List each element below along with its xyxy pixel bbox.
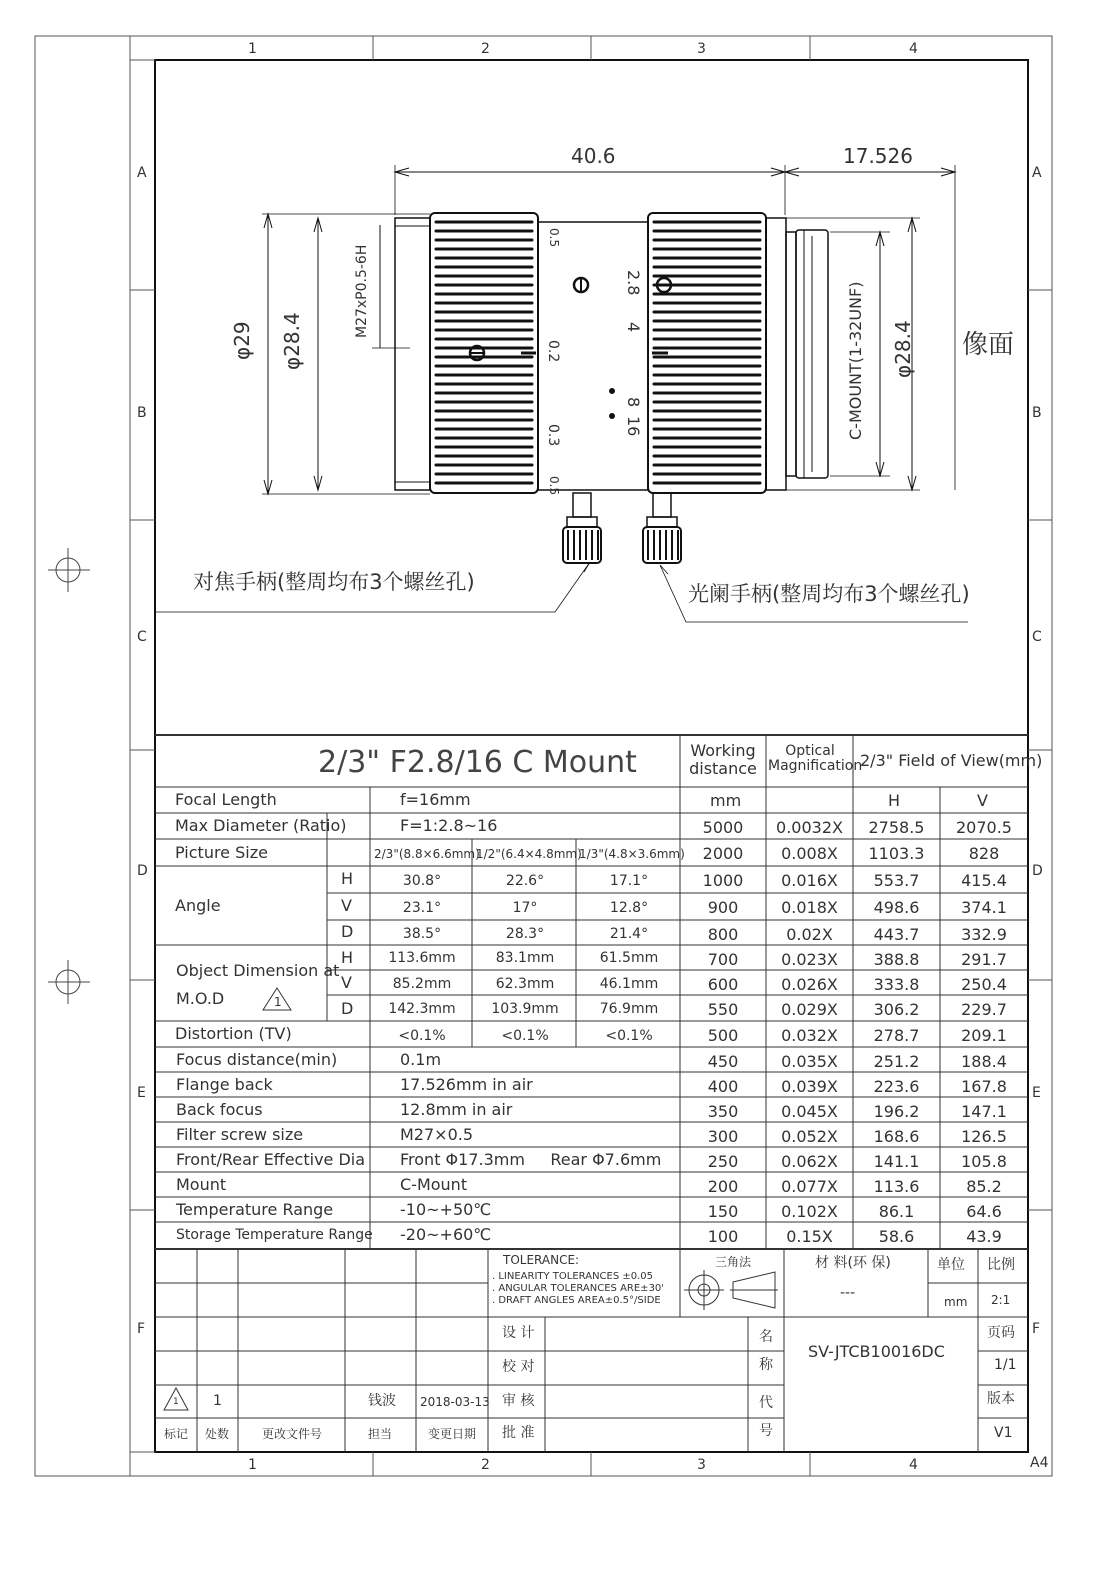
fov-v-value: 85.2 [966,1177,1002,1196]
fov-h-value: 196.2 [873,1102,920,1121]
fov-magnification: 0.15X [786,1227,833,1246]
tolerance-line: . DRAFT ANGLES AREA±0.5°/SIDE [492,1295,661,1306]
row-label: E [1032,1085,1041,1101]
objdim-value: 46.1mm [599,976,659,992]
dim-flange: 17.526 [843,144,913,168]
fov-v-value: 828 [968,844,1000,863]
material-label: 材 料(环 保) [815,1255,891,1271]
aperture-tick: 4 [624,322,643,333]
fov-h-value: 333.8 [873,975,920,994]
objdim-value: 62.3mm [495,976,555,992]
version-value: V1 [994,1425,1013,1441]
fov-distance: 300 [707,1127,739,1146]
scale-value: 2:1 [991,1293,1011,1307]
rev-count: 1 [213,1393,222,1409]
fov-h-header: H [888,791,901,810]
dim-d284-left: φ28.4 [280,312,304,370]
fov-h-value: 113.6 [873,1177,920,1196]
fov-distance: 250 [707,1152,739,1171]
spec-value: -20~+60℃ [400,1225,492,1244]
row-label: F [137,1321,146,1337]
fov-magnification: 0.016X [781,871,838,890]
fov-distance: 800 [707,925,739,944]
focus-tick: 0.5 [547,476,561,496]
fov-magnification: 0.035X [781,1052,838,1071]
image-plane-label: 像面 [962,330,1015,360]
fov-v-value: 250.4 [961,975,1007,994]
zone-label: 4 [909,1457,918,1473]
axis-label: H [341,948,354,967]
zone-label: 2 [481,1457,490,1473]
dim-length: 40.6 [571,144,616,168]
warning-number: 1 [274,995,282,1009]
name-label: 称 [759,1357,773,1373]
fov-distance: 450 [707,1052,739,1071]
spec-label: M.O.D [176,989,225,1008]
row-label: E [137,1085,146,1101]
row-label: D [137,863,148,879]
iris-handle-note: 光阑手柄(整周均布3个螺丝孔) [688,582,970,606]
spec-value: C-Mount [400,1175,468,1194]
fov-h-value: 306.2 [873,1000,920,1019]
fov-magnification: 0.026X [781,975,838,994]
focus-handle-note: 对焦手柄(整周均布3个螺丝孔) [193,570,475,594]
angle-value: 30.8° [402,873,442,889]
spec-label: Angle [175,896,221,915]
focus-tick: 0.2 [545,340,561,363]
spec-label: Distortion (TV) [175,1024,292,1043]
approve-label: 批 准 [502,1425,535,1441]
row-label: A [137,165,147,181]
fov-distance: 700 [707,950,739,969]
fov-working-header: Working distance [689,741,757,778]
spec-value: 0.1m [400,1050,442,1069]
fov-magnification: 0.045X [781,1102,838,1121]
fov-magnification: 0.062X [781,1152,838,1171]
fov-magnification: 0.052X [781,1127,838,1146]
angle-value: 28.3° [505,926,545,942]
fov-distance: 200 [707,1177,739,1196]
fov-magnification: 0.02X [786,925,833,944]
fov-v-value: 2070.5 [956,818,1012,837]
check-label: 校 对 [502,1359,535,1375]
spec-label: Picture Size [175,843,268,862]
page-value: 1/1 [994,1357,1017,1373]
dim-d284-right: φ28.4 [891,320,915,378]
part-number: SV-JTCB10016DC [808,1342,945,1361]
fov-h-value: 251.2 [873,1052,920,1071]
rev-person: 钱波 [368,1393,396,1409]
spec-label: Back focus [176,1100,263,1119]
col-date-label: 变更日期 [428,1427,477,1441]
fov-unit: mm [710,791,742,810]
fov-v-value: 147.1 [961,1102,1007,1121]
code-label: 号 [759,1423,773,1439]
fov-distance: 500 [707,1026,739,1045]
fov-v-value: 374.1 [961,898,1007,917]
page-label: 页码 [987,1325,1015,1341]
fov-magnification: 0.008X [781,844,838,863]
distortion-value: <0.1% [501,1028,549,1044]
spec-value: F=1:2.8~16 [400,816,498,835]
fov-magnification: 0.029X [781,1000,838,1019]
mount-callout: C-MOUNT(1-32UNF) [846,281,865,440]
fov-distance: 150 [707,1202,739,1221]
picture-size: 2/3"(8.8×6.6mm) [374,847,480,861]
fov-v-value: 105.8 [961,1152,1007,1171]
objdim-value: 113.6mm [388,950,456,966]
spec-value: Front Φ17.3mm Rear Φ7.6mm [400,1150,662,1169]
name-label: 名 [759,1329,773,1345]
fov-h-value: 278.7 [873,1026,920,1045]
fov-v-value: 332.9 [961,925,1007,944]
aperture-tick: 2.8 [624,270,643,296]
angle-value: 23.1° [402,900,442,916]
angle-value: 12.8° [609,900,649,916]
angle-value: 17° [512,900,538,916]
rev-date: 2018-03-13 [420,1395,490,1409]
fov-distance: 900 [707,898,739,917]
objdim-value: 76.9mm [599,1001,659,1017]
picture-size: 1/3"(4.8×3.6mm) [579,847,685,861]
unit-label: 单位 [937,1257,965,1273]
fov-distance: 350 [707,1102,739,1121]
spec-title: 2/3" F2.8/16 C Mount [318,745,637,780]
angle-value: 22.6° [505,873,545,889]
fov-header: 2/3" Field of View(mm) [860,751,1043,770]
focus-tick: 0.3 [545,424,561,447]
fov-h-value: 141.1 [873,1152,920,1171]
col-mark-label: 标记 [164,1427,189,1441]
spec-label: Focus distance(min) [176,1050,338,1069]
fov-magnification-header: Optical Magnification [768,743,863,775]
fov-h-value: 86.1 [878,1202,915,1221]
scale-label: 比例 [987,1257,1015,1273]
fov-v-value: 209.1 [961,1026,1007,1045]
paper-size: A4 [1030,1455,1049,1471]
fov-v-header: V [977,791,988,810]
fov-magnification: 0.0032X [776,818,843,837]
spec-label: Storage Temperature Range [176,1227,373,1243]
fov-v-value: 415.4 [961,871,1007,890]
distortion-value: <0.1% [398,1028,446,1044]
fov-distance: 5000 [702,818,744,837]
thread-callout: M27xP0.5-6H [354,244,370,338]
fov-magnification: 0.039X [781,1077,838,1096]
zone-label: 3 [697,41,706,57]
fov-v-value: 126.5 [961,1127,1007,1146]
fov-distance: 400 [707,1077,739,1096]
tolerance-line: . ANGULAR TOLERANCES ARE±30' [492,1283,665,1294]
col-count-label: 处数 [205,1427,230,1441]
axis-label: V [341,973,352,992]
row-label: B [137,405,147,421]
design-label: 设 计 [502,1325,535,1341]
fov-v-value: 188.4 [961,1052,1007,1071]
unit-value: mm [944,1295,968,1309]
rev-mark: 1 [173,1397,179,1407]
zone-label: 1 [248,41,257,57]
axis-label: D [341,922,354,941]
fov-distance: 2000 [702,844,744,863]
fov-h-value: 388.8 [873,950,920,969]
axis-label: H [341,869,354,888]
picture-size: 1/2"(6.4×4.8mm) [476,847,582,861]
fov-distance: 100 [707,1227,739,1246]
fov-distance: 600 [707,975,739,994]
tolerance-line: . LINEARITY TOLERANCES ±0.05 [492,1271,654,1282]
spec-label: Front/Rear Effective Dia [176,1150,366,1169]
fov-h-value: 498.6 [873,898,920,917]
objdim-value: 85.2mm [392,976,452,992]
spec-label: Mount [176,1175,227,1194]
spec-value: -10~+50℃ [400,1200,492,1219]
row-label: A [1032,165,1042,181]
fov-v-value: 43.9 [966,1227,1002,1246]
spec-label: Object Dimension at [176,961,340,980]
spec-label: Filter screw size [176,1125,304,1144]
zone-label: 3 [697,1457,706,1473]
tolerance-title: TOLERANCE: [503,1253,580,1267]
angle-value: 38.5° [402,926,442,942]
spec-label: Temperature Range [176,1200,334,1219]
projection-label: 三角法 [715,1255,752,1269]
row-label: C [1032,629,1042,645]
code-label: 代 [759,1395,773,1411]
spec-value: M27×0.5 [400,1125,474,1144]
row-label: C [137,629,147,645]
spec-label: Flange back [176,1075,273,1094]
review-label: 审 核 [502,1393,535,1409]
zone-label: 4 [909,41,918,57]
axis-label: D [341,999,354,1018]
fov-h-value: 168.6 [873,1127,920,1146]
distortion-value: <0.1% [605,1028,653,1044]
fov-h-value: 443.7 [873,925,920,944]
fov-h-value: 223.6 [873,1077,920,1096]
col-sign-label: 担当 [368,1427,393,1441]
fov-magnification: 0.032X [781,1026,838,1045]
fov-v-value: 167.8 [961,1077,1007,1096]
angle-value: 17.1° [609,873,649,889]
aperture-tick: 16 [624,416,643,437]
objdim-value: 61.5mm [599,950,659,966]
fov-v-value: 229.7 [961,1000,1007,1019]
spec-label: Focal Length [175,790,277,809]
spec-value: f=16mm [400,790,471,809]
row-label: B [1032,405,1042,421]
objdim-value: 83.1mm [495,950,555,966]
spec-value: 12.8mm in air [400,1100,513,1119]
fov-magnification: 0.018X [781,898,838,917]
zone-label: 2 [481,41,490,57]
focus-tick: 0.5 [547,228,561,248]
angle-value: 21.4° [609,926,649,942]
zone-label: 1 [248,1457,257,1473]
spec-label: Max Diameter (Ratio) [175,816,347,835]
axis-label: V [341,896,352,915]
fov-v-value: 291.7 [961,950,1007,969]
aperture-tick: 8 [624,397,643,408]
fov-h-value: 1103.3 [868,844,925,863]
col-doc-label: 更改文件号 [262,1427,323,1441]
fov-magnification: 0.023X [781,950,838,969]
objdim-value: 103.9mm [491,1001,559,1017]
fov-magnification: 0.102X [781,1202,838,1221]
objdim-value: 142.3mm [388,1001,456,1017]
fov-h-value: 553.7 [873,871,920,890]
fov-h-value: 2758.5 [868,818,925,837]
spec-value: 17.526mm in air [400,1075,533,1094]
dim-d29: φ29 [230,321,254,360]
row-label: D [1032,863,1043,879]
projection-symbol-icon [684,1270,778,1310]
fov-v-value: 64.6 [966,1202,1002,1221]
fov-magnification: 0.077X [781,1177,838,1196]
material-value: --- [840,1285,856,1301]
fov-h-value: 58.6 [878,1227,915,1246]
fov-distance: 1000 [702,871,744,890]
fov-distance: 550 [707,1000,739,1019]
version-label: 版本 [987,1391,1015,1407]
row-label: F [1032,1321,1041,1337]
